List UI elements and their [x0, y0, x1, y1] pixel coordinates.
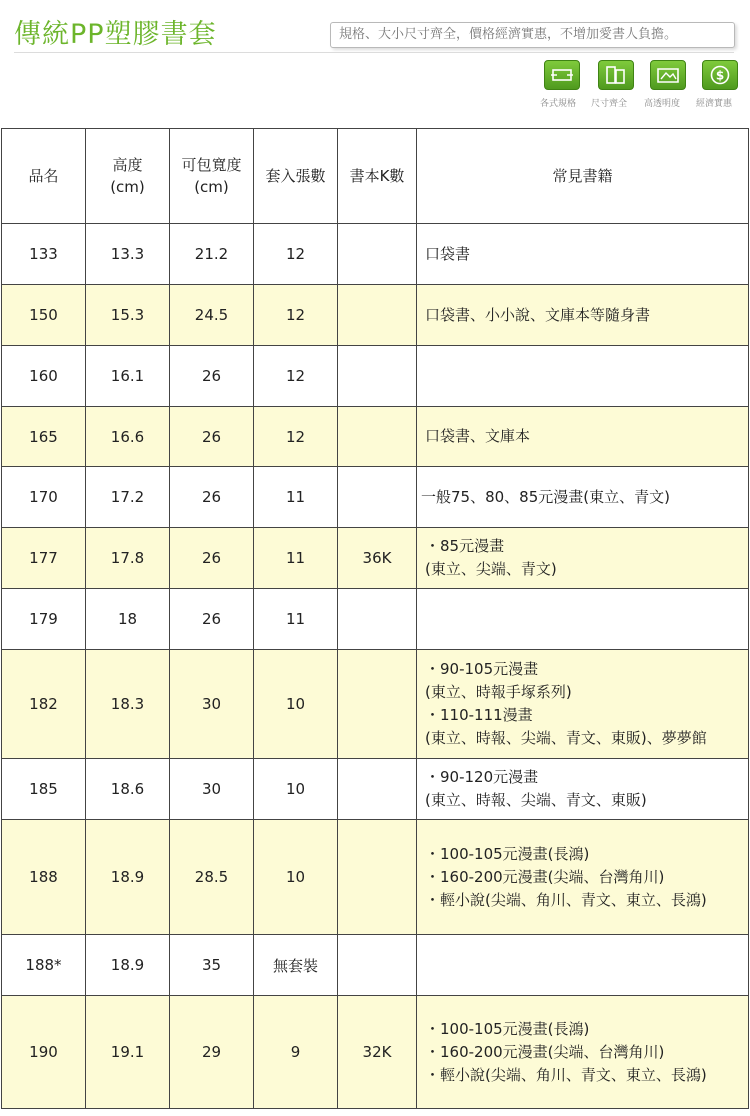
- cell-books: [417, 589, 749, 650]
- cell-books: [417, 996, 749, 1109]
- cell-name: 133: [2, 224, 86, 285]
- book-line: ・90-120元漫畫: [425, 768, 539, 786]
- cell-books: [417, 935, 749, 996]
- cell-name: 182: [2, 650, 86, 759]
- table-row: [2, 650, 749, 759]
- cell-name: 165: [2, 407, 86, 467]
- book-line: ・輕小說(尖端、角川、青文、東立、長鴻): [425, 890, 707, 909]
- clarity-icon: [650, 60, 686, 90]
- page-title: 傳統PP塑膠書套: [14, 19, 217, 50]
- cell-count: 11: [254, 589, 338, 650]
- header-k: 書本K數: [338, 129, 417, 224]
- feature-label: 高透明度: [644, 99, 681, 109]
- cell-name: 160: [2, 346, 86, 407]
- book-line: 一般75、80、85元漫畫(東立、青文): [421, 487, 670, 506]
- book-line: ・100-105元漫畫(長鴻): [425, 1019, 590, 1038]
- table-row: [2, 285, 749, 346]
- cell-k: 36K: [338, 528, 417, 589]
- book-line: (東立、時報手塚系列): [425, 683, 572, 701]
- cell-count: 12: [254, 285, 338, 346]
- cell-books: [417, 820, 749, 935]
- cell-name: 170: [2, 467, 86, 528]
- slogan-box: 規格、大小尺寸齊全，價格經濟實惠，不增加愛書人負擔。: [330, 22, 735, 48]
- book-line: ・85元漫畫: [425, 537, 505, 555]
- dollar-icon: [702, 60, 738, 90]
- feature-icons: [540, 60, 740, 108]
- book-line: 口袋書、文庫本: [425, 427, 531, 445]
- cell-count: 11: [254, 467, 338, 528]
- book-line: ・160-200元漫畫(尖端、台灣角川): [425, 867, 665, 886]
- cell-k: 32K: [338, 996, 417, 1109]
- cell-k: [338, 285, 417, 346]
- cell-k: [338, 407, 417, 467]
- table-row: [2, 759, 749, 820]
- cell-books: [417, 407, 749, 467]
- cell-width: 26: [170, 407, 254, 467]
- cell-books: [417, 759, 749, 820]
- cell-books: [417, 224, 749, 285]
- cell-count: 11: [254, 528, 338, 589]
- table-row: [2, 224, 749, 285]
- book-line: (東立、時報、尖端、青文、東販): [425, 791, 647, 809]
- cell-count: 12: [254, 407, 338, 467]
- cell-width: 26: [170, 589, 254, 650]
- cell-books: [417, 467, 749, 528]
- cell-k: [338, 224, 417, 285]
- cell-height: 17.2: [86, 467, 170, 528]
- cell-width: 26: [170, 467, 254, 528]
- book-line: ・90-105元漫畫: [425, 660, 539, 678]
- cell-height: 18.3: [86, 650, 170, 759]
- cell-k: [338, 589, 417, 650]
- size-icon: [544, 60, 580, 90]
- cell-k: [338, 820, 417, 935]
- cell-width: 29: [170, 996, 254, 1109]
- book-line: ・輕小說(尖端、角川、青文、東立、長鴻): [425, 1065, 707, 1084]
- cell-width: 21.2: [170, 224, 254, 285]
- table-row: [2, 467, 749, 528]
- cell-count: 12: [254, 224, 338, 285]
- cell-name: 190: [2, 996, 86, 1109]
- cell-height: 16.1: [86, 346, 170, 407]
- book-line: ・160-200元漫畫(尖端、台灣角川): [425, 1042, 665, 1061]
- cell-k: [338, 650, 417, 759]
- cell-count: 10: [254, 820, 338, 935]
- cell-width: 26: [170, 346, 254, 407]
- cell-name: 179: [2, 589, 86, 650]
- cell-books: [417, 650, 749, 759]
- header-count: 套入張數: [254, 129, 338, 224]
- table-row: [2, 820, 749, 935]
- cell-k: [338, 346, 417, 407]
- cell-height: 15.3: [86, 285, 170, 346]
- header-books: 常見書籍: [417, 129, 749, 224]
- feature-label: 尺寸齊全: [591, 99, 628, 109]
- cell-count: 10: [254, 759, 338, 820]
- cell-height: 19.1: [86, 996, 170, 1109]
- cell-width: 26: [170, 528, 254, 589]
- cell-height: 16.6: [86, 407, 170, 467]
- header-width: 可包寬度 (cm): [170, 129, 254, 224]
- cell-height: 13.3: [86, 224, 170, 285]
- cell-books: [417, 346, 749, 407]
- cell-k: [338, 759, 417, 820]
- feature-label: 經濟實惠: [696, 99, 733, 109]
- cell-count: 無套裝: [254, 935, 338, 996]
- table-row: [2, 346, 749, 407]
- table-row: [2, 935, 749, 996]
- cell-height: 18.6: [86, 759, 170, 820]
- cell-books: [417, 528, 749, 589]
- feature-label: 各式規格: [540, 99, 577, 109]
- book-line: 口袋書、小小說、文庫本等隨身書: [425, 305, 651, 324]
- header-height: 高度 (cm): [86, 129, 170, 224]
- cell-width: 24.5: [170, 285, 254, 346]
- table-row: [2, 589, 749, 650]
- cell-name: 185: [2, 759, 86, 820]
- cell-width: 35: [170, 935, 254, 996]
- cell-width: 30: [170, 650, 254, 759]
- spec-table: [1, 128, 749, 1109]
- header-divider: [14, 52, 734, 53]
- cell-width: 28.5: [170, 820, 254, 935]
- book-line: (東立、尖端、青文): [425, 560, 557, 578]
- book-line: ・110-111漫畫: [425, 706, 533, 724]
- cell-height: 18.9: [86, 935, 170, 996]
- book-icon: [598, 60, 634, 90]
- header-name: 品名: [2, 129, 86, 224]
- table-row: [2, 407, 749, 467]
- cell-k: [338, 467, 417, 528]
- book-line: ・100-105元漫畫(長鴻): [425, 844, 590, 863]
- book-line: (東立、時報、尖端、青文、東販)、夢夢館: [425, 729, 707, 747]
- cell-height: 18: [86, 589, 170, 650]
- svg-text:$: $: [715, 68, 725, 83]
- cell-name: 188*: [2, 935, 86, 996]
- table-row: [2, 996, 749, 1109]
- cell-k: [338, 935, 417, 996]
- cell-books: [417, 285, 749, 346]
- cell-count: 9: [254, 996, 338, 1109]
- cell-width: 30: [170, 759, 254, 820]
- cell-height: 18.9: [86, 820, 170, 935]
- book-line: 口袋書: [425, 244, 471, 263]
- cell-count: 10: [254, 650, 338, 759]
- cell-name: 188: [2, 820, 86, 935]
- cell-name: 150: [2, 285, 86, 346]
- table-row: [2, 528, 749, 589]
- cell-height: 17.8: [86, 528, 170, 589]
- cell-count: 12: [254, 346, 338, 407]
- table-header-row: [2, 129, 749, 224]
- cell-name: 177: [2, 528, 86, 589]
